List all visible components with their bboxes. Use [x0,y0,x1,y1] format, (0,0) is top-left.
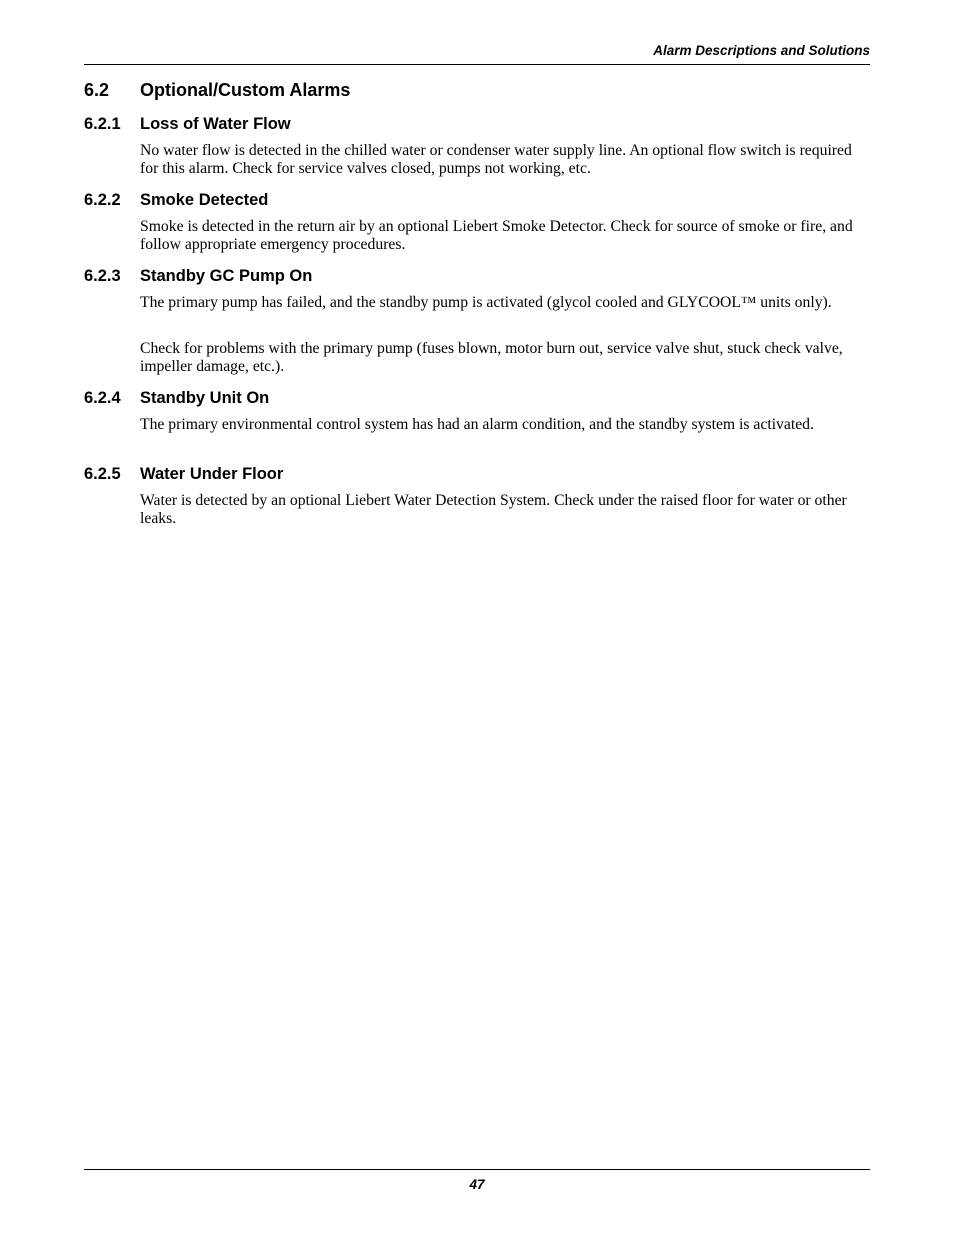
footer-rule [84,1169,870,1170]
subsection-number: 6.2.3 [84,267,121,285]
header-rule [84,64,870,65]
paragraph-standby-gc-pump-on-2: Check for problems with the primary pump (fuses blown, motor burn out, service valve shut, stuck check valve, impeller damage, etc.). [140,340,843,375]
subsection-title: Standby GC Pump On [140,267,313,285]
section-title: Optional/Custom Alarms [140,80,351,100]
page-number: 47 [469,1177,485,1192]
subsection-number: 6.2.5 [84,465,121,483]
running-header: Alarm Descriptions and Solutions [653,43,870,58]
paragraph-loss-of-water-flow: No water flow is detected in the chilled water or condenser water supply line. An optional flow switch is required for this alarm. Check for service valves closed, pumps not working, etc. [140,142,852,177]
subsection-title: Smoke Detected [140,191,269,209]
subsection-number: 6.2.4 [84,389,121,407]
section-number: 6.2 [84,80,110,100]
paragraph-standby-unit-on: The primary environmental control system has had an alarm condition, and the standby system is activated. [140,416,814,433]
paragraph-water-under-floor: Water is detected by an optional Liebert Water Detection System. Check under the raised floor for water or other leaks. [140,492,847,527]
subsection-number: 6.2.1 [84,115,121,133]
subsection-title: Loss of Water Flow [140,115,291,133]
paragraph-standby-gc-pump-on-1: The primary pump has failed, and the standby pump is activated (glycol cooled and GLYCOOL™ units only). [140,294,832,311]
subsection-title: Water Under Floor [140,465,284,483]
paragraph-smoke-detected: Smoke is detected in the return air by an optional Liebert Smoke Detector. Check for source of smoke or fire, and follow appropriate emergency procedures. [140,218,853,253]
subsection-title: Standby Unit On [140,389,270,407]
subsection-number: 6.2.2 [84,191,121,209]
